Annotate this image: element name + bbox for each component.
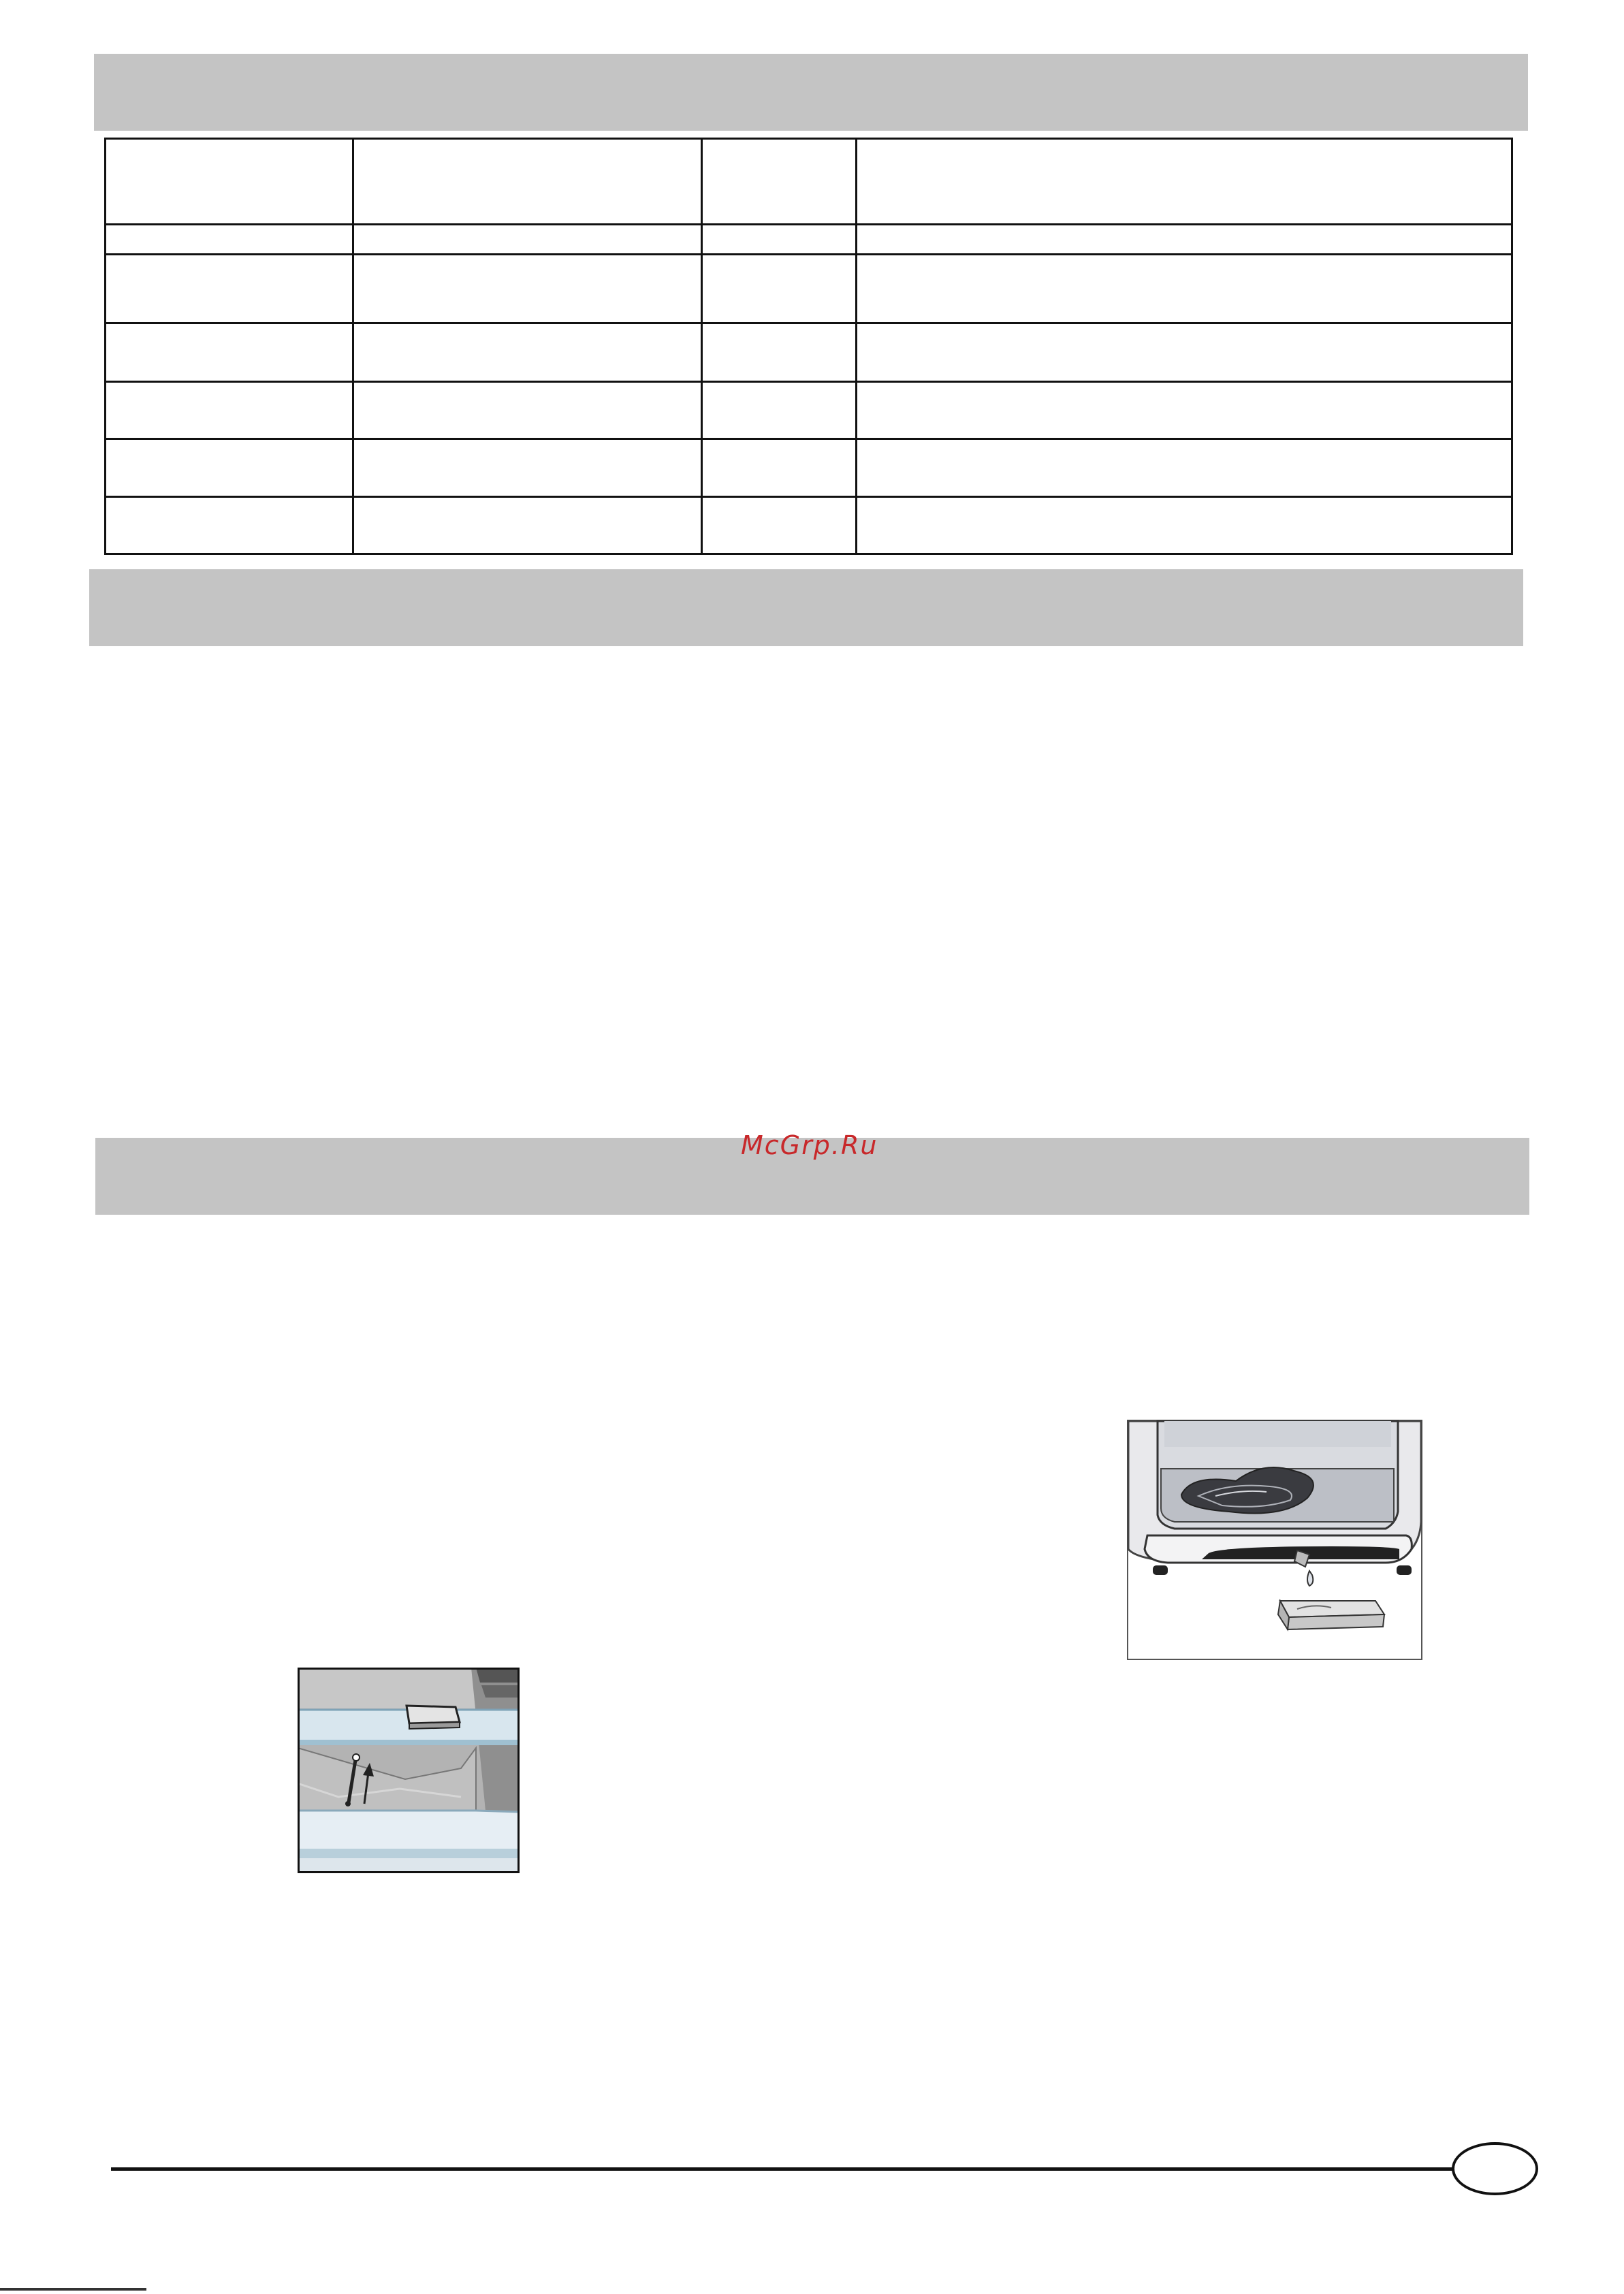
table-cell (106, 382, 353, 439)
section-header-band-1 (94, 54, 1528, 131)
table-cell (857, 382, 1512, 439)
table-cell (702, 382, 857, 439)
table-cell (106, 139, 353, 225)
table-cell (702, 497, 857, 554)
table-cell (857, 439, 1512, 497)
table-row (106, 255, 1512, 323)
table-cell (353, 382, 702, 439)
table-row (106, 139, 1512, 225)
table-cell (106, 323, 353, 382)
table-cell (702, 323, 857, 382)
shelf-drain-figure (298, 1668, 520, 1873)
table-cell (106, 255, 353, 323)
table-cell (106, 225, 353, 255)
table-row (106, 225, 1512, 255)
table-cell (857, 255, 1512, 323)
table-cell (702, 225, 857, 255)
table-cell (702, 255, 857, 323)
defrost-tray-figure (1127, 1420, 1422, 1660)
section-header-band-2 (89, 569, 1523, 646)
table-cell (702, 439, 857, 497)
table-cell (353, 225, 702, 255)
scan-edge-line (0, 2288, 146, 2291)
table-row (106, 382, 1512, 439)
page-number (1452, 2142, 1538, 2195)
table-cell (353, 439, 702, 497)
table-cell (353, 139, 702, 225)
table-row (106, 497, 1512, 554)
table-cell (106, 439, 353, 497)
table-row (106, 323, 1512, 382)
fridge-defrost-water-tray-icon (1127, 1420, 1422, 1660)
fridge-shelf-drain-icon (298, 1668, 520, 1873)
table-cell (353, 323, 702, 382)
footer-rule (111, 2167, 1454, 2171)
watermark-text: McGrp.Ru (741, 1130, 878, 1160)
table-cell (857, 497, 1512, 554)
table-cell (702, 139, 857, 225)
table-row (106, 439, 1512, 497)
table-cell (857, 139, 1512, 225)
table-cell (857, 323, 1512, 382)
troubleshooting-table (104, 138, 1513, 555)
table-cell (857, 225, 1512, 255)
table-cell (353, 497, 702, 554)
table-cell (106, 497, 353, 554)
table-cell (353, 255, 702, 323)
